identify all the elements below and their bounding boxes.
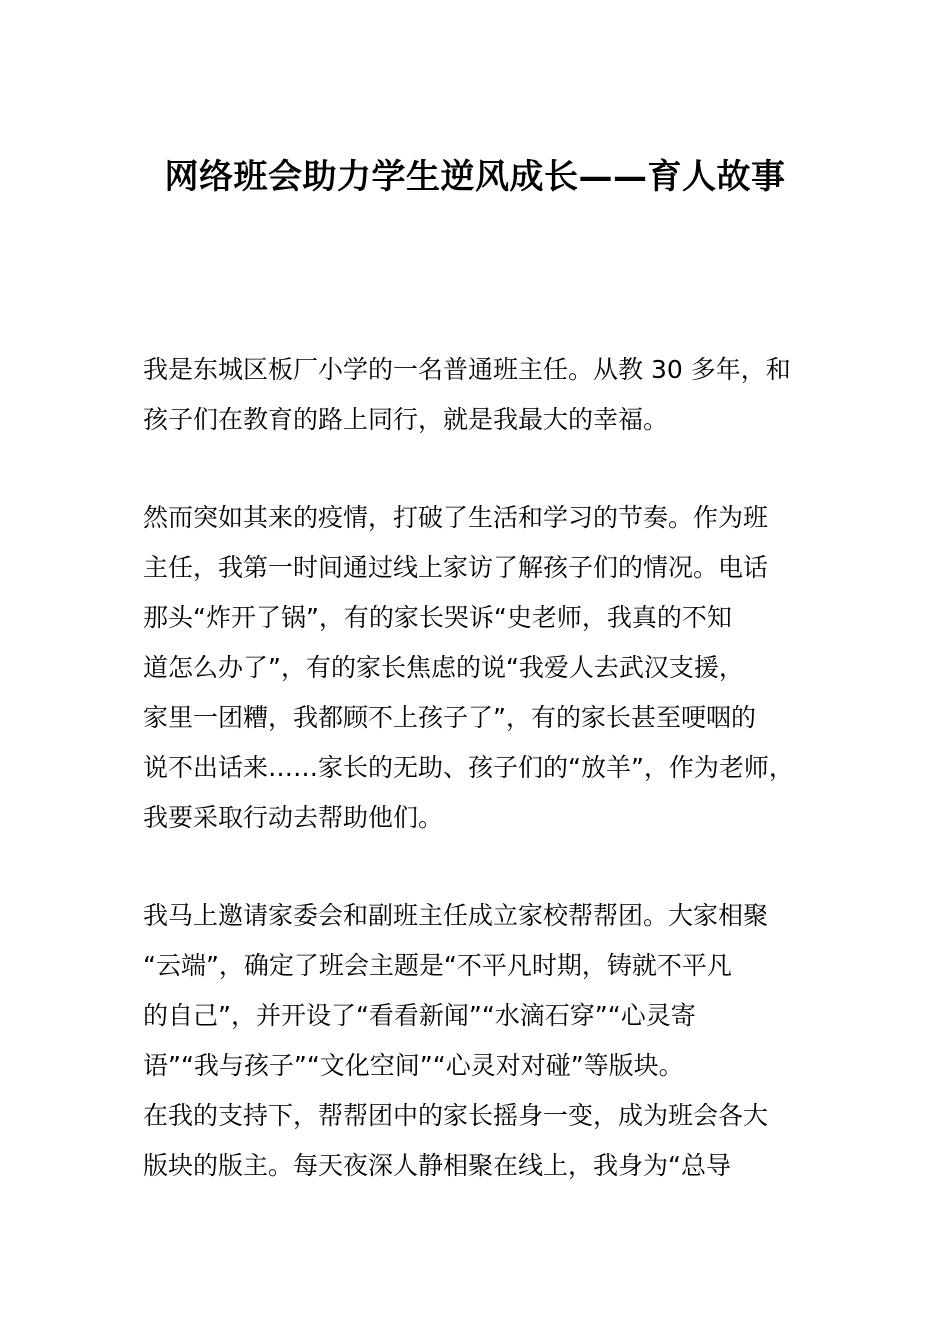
paragraph-3-line-3: 的自己”，并开设了“看看新闻”“水滴石穿”“心灵寄 <box>143 1001 696 1030</box>
paragraph-2-line-3: 那头“炸开了锅”，有的家长哭诉“史老师，我真的不知 <box>143 603 732 632</box>
paragraph-1-line-2: 孩子们在教育的路上同行，就是我最大的幸福。 <box>143 405 669 434</box>
paragraph-3-line-6: 版块的版主。每天夜深人静相聚在线上，我身为“总导 <box>143 1151 731 1180</box>
paragraph-2-line-4: 道怎么办了”，有的家长焦虑的说“我爱人去武汉支援， <box>143 653 744 682</box>
paragraph-2-line-5: 家里一团糟，我都顾不上孩子了”，有的家长甚至哽咽的 <box>143 703 756 732</box>
paragraph-1-line-1: 我是东城区板厂小学的一名普通班主任。从教 30 多年，和 <box>143 355 791 384</box>
paragraph-3-line-5: 在我的支持下，帮帮团中的家长摇身一变，成为班会各大 <box>143 1101 769 1130</box>
paragraph-2-line-1: 然而突如其来的疫情，打破了生活和学习的节奏。作为班 <box>143 503 769 532</box>
paragraph-3-line-4: 语”“我与孩子”“文化空间”“心灵对对碰”等版块。 <box>143 1051 684 1080</box>
paragraph-2-line-7: 我要采取行动去帮助他们。 <box>143 803 444 832</box>
document-title: 网络班会助力学生逆风成长——育人故事 <box>164 157 786 197</box>
paragraph-2-line-2: 主任，我第一时间通过线上家访了解孩子们的情况。电话 <box>143 553 769 582</box>
paragraph-2-line-6: 说不出话来……家长的无助、孩子们的“放羊”，作为老师， <box>143 753 794 782</box>
paragraph-3-line-1: 我马上邀请家委会和副班主任成立家校帮帮团。大家相聚 <box>143 901 769 930</box>
paragraph-3-line-2: “云端”，确定了班会主题是“不平凡时期，铸就不平凡 <box>143 951 732 980</box>
